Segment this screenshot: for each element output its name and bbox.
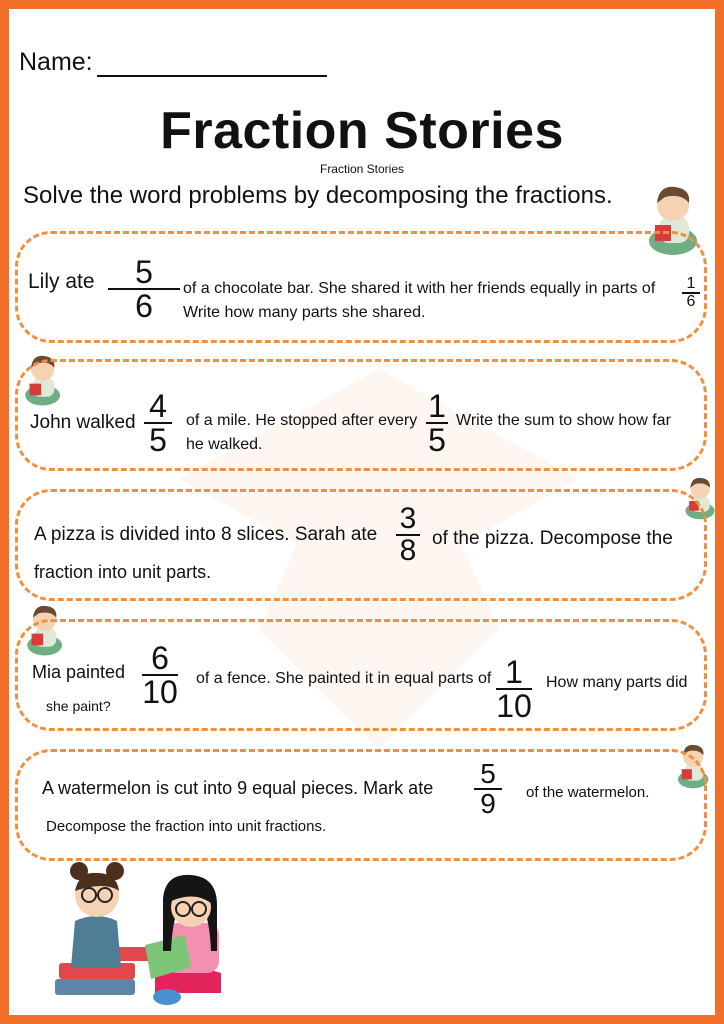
- problem-card-4: [15, 619, 707, 731]
- fraction: 4 5: [144, 390, 172, 456]
- problem-text: she paint?: [46, 698, 111, 714]
- fraction: 6 10: [142, 640, 178, 710]
- problem-card-3: [15, 489, 707, 601]
- fraction: 3 8: [396, 504, 420, 566]
- page-title: Fraction Stories: [160, 102, 564, 160]
- fraction: 1 6: [682, 276, 700, 310]
- problem-card-5: [15, 749, 707, 861]
- problem-text: Write the sum to show how far: [456, 412, 671, 429]
- problem-text: of a chocolate bar. She shared it with her friends equally in parts of: [183, 280, 656, 297]
- problem-text: of a mile. He stopped after every: [186, 412, 418, 429]
- problem-card-1: [15, 231, 707, 343]
- problem-text: Decompose the fraction into unit fractions.: [46, 818, 327, 835]
- problem-text: of a fence. She painted it in equal parts of: [196, 670, 492, 687]
- small-subtitle: Fraction Stories: [319, 162, 405, 176]
- problem-card-2: [15, 359, 707, 471]
- problem-lead: Mia painted: [32, 662, 126, 682]
- problem-text: of the pizza. Decompose the: [432, 528, 673, 549]
- fraction: 1 10: [496, 654, 532, 724]
- fraction: 5 6: [108, 256, 180, 322]
- problem-lead: A watermelon is cut into 9 equal pieces. Mark ate: [42, 778, 434, 798]
- problem-lead: Lily ate: [28, 270, 95, 293]
- problem-lead: A pizza is divided into 8 slices. Sarah ate: [34, 524, 378, 545]
- instructions: Solve the word problems by decomposing the fractions.: [23, 182, 613, 209]
- name-blank-line[interactable]: [97, 47, 327, 77]
- problem-text: Write how many parts she shared.: [183, 304, 426, 321]
- problem-text: How many parts did: [546, 674, 688, 691]
- name-field[interactable]: [19, 47, 327, 77]
- problem-text: he walked.: [186, 436, 263, 453]
- worksheet-page: [9, 9, 715, 1015]
- problem-text: of the watermelon.: [526, 784, 650, 801]
- name-label: Name:: [19, 48, 93, 76]
- problem-lead: John walked: [30, 412, 136, 433]
- fraction: 5 9: [474, 760, 502, 818]
- fraction: 1 5: [426, 390, 448, 456]
- girls-reading-icon: [45, 861, 255, 1021]
- problem-text: fraction into unit parts.: [34, 562, 212, 582]
